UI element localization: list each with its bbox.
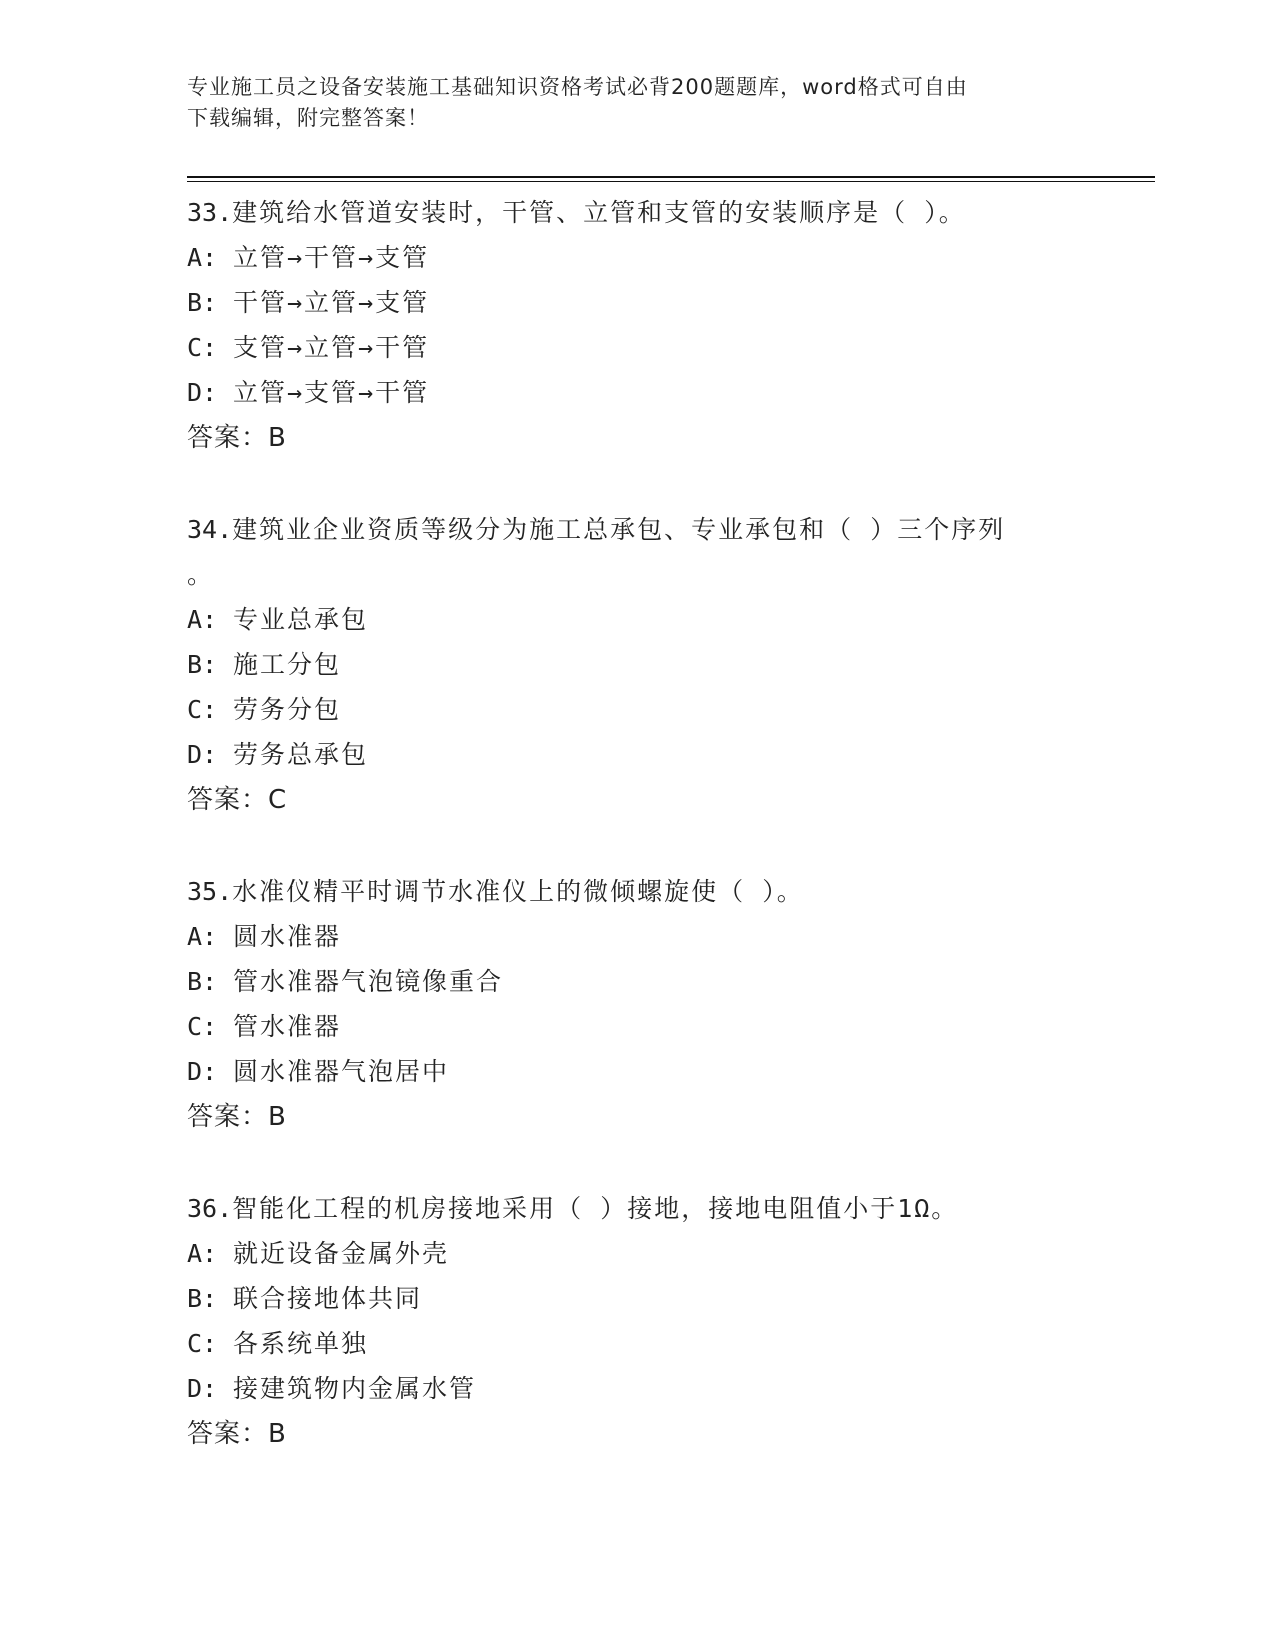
header-divider-thick (187, 176, 1155, 178)
question-text (187, 507, 1087, 552)
option-text: 联合接地体共同 (233, 1284, 423, 1313)
option-key: A: (187, 605, 218, 634)
question-stem: 建筑给水管道安装时，干管、立管和支管的安装顺序是（ ）。 (232, 198, 966, 227)
option-a (187, 235, 1087, 280)
option-text: 圆水准器 (233, 922, 342, 951)
option-text: 各系统单独 (233, 1329, 369, 1358)
option-d (187, 370, 1087, 415)
question-number: 35. (187, 877, 233, 906)
option-key: C: (187, 695, 218, 724)
option-key: A: (187, 922, 218, 951)
option-text: 支管→立管→干管 (233, 333, 430, 362)
header-divider-thin (187, 181, 1155, 182)
option-a (187, 914, 1087, 959)
option-key: C: (187, 1012, 218, 1041)
option-key: B: (187, 650, 218, 679)
question-stem: 水准仪精平时调节水准仪上的微倾螺旋使（ ）。 (232, 877, 804, 906)
question-text-tail: 。 (187, 560, 215, 589)
header-line-2: 下载编辑，附完整答案！ (187, 106, 429, 130)
option-key: B: (187, 288, 218, 317)
option-text: 劳务总承包 (233, 740, 369, 769)
answer: 答案：B (187, 1419, 287, 1449)
question-stem: 建筑业企业资质等级分为施工总承包、专业承包和（ ）三个序列 (232, 515, 1006, 544)
question-text (187, 1186, 1087, 1231)
option-b (187, 959, 1087, 1004)
question-36 (187, 1186, 1087, 1457)
question-text (187, 869, 1087, 914)
option-b (187, 642, 1087, 687)
question-number: 36. (187, 1194, 233, 1223)
answer: 答案：B (187, 423, 287, 453)
option-c (187, 1321, 1087, 1366)
option-text: 专业总承包 (233, 605, 369, 634)
option-c (187, 1004, 1087, 1049)
option-text: 劳务分包 (233, 695, 342, 724)
question-35 (187, 869, 1087, 1140)
question-number: 33. (187, 198, 233, 227)
option-c (187, 325, 1087, 370)
question-text (187, 190, 1087, 235)
option-key: D: (187, 1374, 218, 1403)
option-key: D: (187, 378, 218, 407)
option-key: A: (187, 243, 218, 272)
option-d (187, 1049, 1087, 1094)
option-text: 干管→立管→支管 (233, 288, 430, 317)
option-text: 立管→支管→干管 (233, 378, 430, 407)
question-33 (187, 190, 1087, 461)
document-header (187, 72, 1067, 134)
option-key: C: (187, 1329, 218, 1358)
option-key: D: (187, 1057, 218, 1086)
option-b (187, 280, 1087, 325)
option-key: C: (187, 333, 218, 362)
option-text: 圆水准器气泡居中 (233, 1057, 450, 1086)
option-key: A: (187, 1239, 218, 1268)
option-c (187, 687, 1087, 732)
question-number: 34. (187, 515, 233, 544)
option-text: 施工分包 (233, 650, 342, 679)
option-text: 立管→干管→支管 (233, 243, 430, 272)
option-d (187, 1366, 1087, 1411)
option-text: 就近设备金属外壳 (233, 1239, 450, 1268)
option-text: 接建筑物内金属水管 (233, 1374, 477, 1403)
option-key: D: (187, 740, 218, 769)
option-a (187, 1231, 1087, 1276)
question-34 (187, 507, 1087, 823)
option-key: B: (187, 1284, 218, 1313)
option-a (187, 597, 1087, 642)
question-list (187, 190, 1087, 1503)
option-text: 管水准器 (233, 1012, 342, 1041)
answer: 答案：B (187, 1102, 287, 1132)
answer: 答案：C (187, 785, 288, 815)
option-d (187, 732, 1087, 777)
header-line-1: 专业施工员之设备安装施工基础知识资格考试必背200题题库，word格式可自由 (187, 75, 968, 99)
question-stem: 智能化工程的机房接地采用（ ）接地，接地电阻值小于1Ω。 (232, 1194, 959, 1223)
option-b (187, 1276, 1087, 1321)
option-key: B: (187, 967, 218, 996)
option-text: 管水准器气泡镜像重合 (233, 967, 504, 996)
